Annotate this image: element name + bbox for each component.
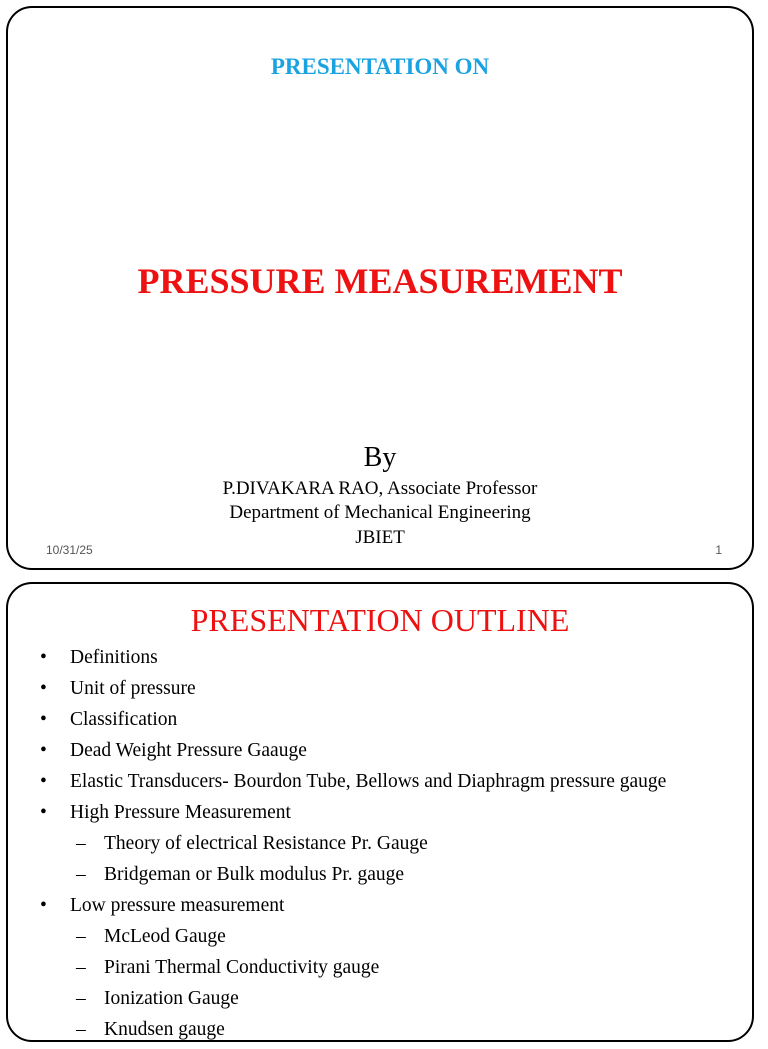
list-item	[8, 894, 752, 925]
list-item-text: Bridgeman or Bulk modulus Pr. gauge	[104, 864, 405, 885]
list-item-text: High Pressure Measurement	[70, 802, 291, 823]
bullet-marker: •	[40, 709, 47, 730]
list-item	[8, 677, 752, 708]
institution-line: JBIET	[355, 527, 405, 548]
list-item-text: Low pressure measurement	[70, 895, 285, 916]
sub-list-item	[8, 987, 752, 1018]
list-item-text: McLeod Gauge	[104, 926, 226, 947]
sub-list-item	[8, 1018, 752, 1049]
outline-slide	[6, 582, 754, 1042]
bullet-marker: •	[40, 678, 47, 699]
department-line: Department of Mechanical Engineering	[229, 502, 531, 523]
list-item	[8, 646, 752, 677]
outline-list	[8, 646, 752, 1049]
list-item-text: Definitions	[70, 647, 158, 668]
list-item-text: Knudsen gauge	[104, 1019, 225, 1040]
bullet-marker: •	[40, 802, 47, 823]
slide-date: 10/31/25	[46, 543, 93, 557]
list-item-text: Ionization Gauge	[104, 988, 239, 1009]
dash-marker: –	[76, 864, 86, 885]
list-item-text: Unit of pressure	[70, 678, 196, 699]
dash-marker: –	[76, 988, 86, 1009]
slide-title: PRESSURE MEASUREMENT	[137, 261, 623, 301]
bullet-marker: •	[40, 895, 47, 916]
author-line: P.DIVAKARA RAO, Associate Professor	[222, 478, 538, 499]
list-item-text: Dead Weight Pressure Gaauge	[70, 740, 307, 761]
list-item-text: Theory of electrical Resistance Pr. Gauge	[104, 833, 428, 854]
list-item	[8, 708, 752, 739]
list-item-text: Pirani Thermal Conductivity gauge	[104, 957, 380, 978]
title-slide	[6, 6, 754, 570]
list-item	[8, 739, 752, 770]
bullet-marker: •	[40, 647, 47, 668]
dash-marker: –	[76, 833, 86, 854]
dash-marker: –	[76, 1019, 86, 1040]
outline-title: PRESENTATION OUTLINE	[190, 602, 570, 638]
dash-marker: –	[76, 926, 86, 947]
bullet-marker: •	[40, 740, 47, 761]
by-label: By	[363, 442, 397, 473]
sub-list-item	[8, 863, 752, 894]
list-item-text: Classification	[70, 709, 178, 730]
bullet-marker: •	[40, 771, 47, 792]
slide-number: 1	[715, 543, 722, 557]
list-item-text: Elastic Transducers- Bourdon Tube, Bellows and Diaphragm pressure gauge	[70, 771, 667, 792]
sub-list-item	[8, 925, 752, 956]
sub-list-item	[8, 832, 752, 863]
dash-marker: –	[76, 957, 86, 978]
sub-list-item	[8, 956, 752, 987]
list-item	[8, 801, 752, 832]
presentation-on-label: PRESENTATION ON	[270, 54, 490, 79]
list-item	[8, 770, 752, 801]
